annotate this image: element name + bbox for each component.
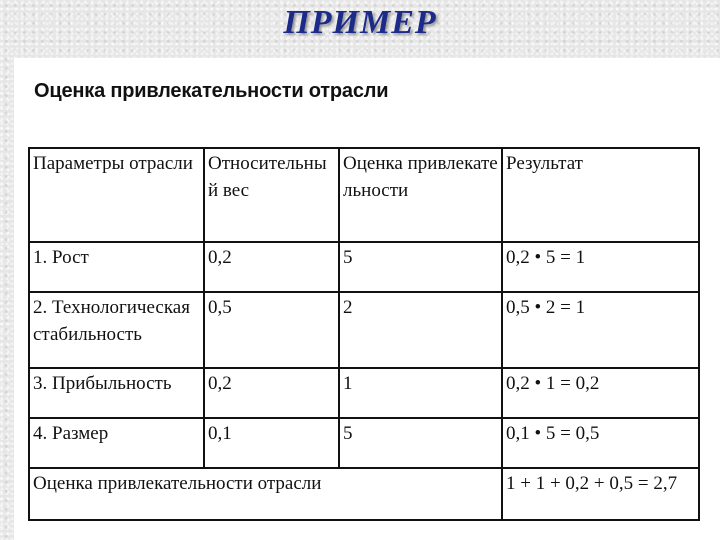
total-value: 1 + 1 + 0,2 + 0,5 = 2,7 [502, 468, 699, 520]
cell-weight: 0,2 [204, 242, 339, 292]
cell-parameter: 4. Размер [29, 418, 204, 468]
cell-result: 0,1 • 5 = 0,5 [502, 418, 699, 468]
header-cell-result: Результат [502, 148, 699, 242]
cell-parameter: 1. Рост [29, 242, 204, 292]
cell-score: 5 [339, 418, 502, 468]
header-cell-parameters: Параметры отрасли [29, 148, 204, 242]
document-heading: Оценка привлекательности отрасли [34, 80, 389, 102]
cell-result: 0,5 • 2 = 1 [502, 292, 699, 368]
table-row [29, 242, 699, 292]
header-cell-weight: Относительный вес [204, 148, 339, 242]
cell-weight: 0,5 [204, 292, 339, 368]
cell-parameter: 3. Прибыльность [29, 368, 204, 418]
total-label: Оценка привлекательности отрасли [29, 468, 502, 520]
cell-result: 0,2 • 1 = 0,2 [502, 368, 699, 418]
header-cell-score: Оценка привлекательности [339, 148, 502, 242]
table-total-row [29, 468, 699, 520]
table-row [29, 368, 699, 418]
slide-title: ПРИМЕР [283, 4, 437, 41]
cell-weight: 0,1 [204, 418, 339, 468]
attractiveness-table [28, 147, 700, 521]
table-row [29, 292, 699, 368]
cell-weight: 0,2 [204, 368, 339, 418]
cell-score: 1 [339, 368, 502, 418]
document-sheet [14, 58, 720, 540]
cell-parameter: 2. Технологическая стабильность [29, 292, 204, 368]
cell-score: 2 [339, 292, 502, 368]
table-row [29, 418, 699, 468]
cell-result: 0,2 • 5 = 1 [502, 242, 699, 292]
table-header-row [29, 148, 699, 242]
cell-score: 5 [339, 242, 502, 292]
